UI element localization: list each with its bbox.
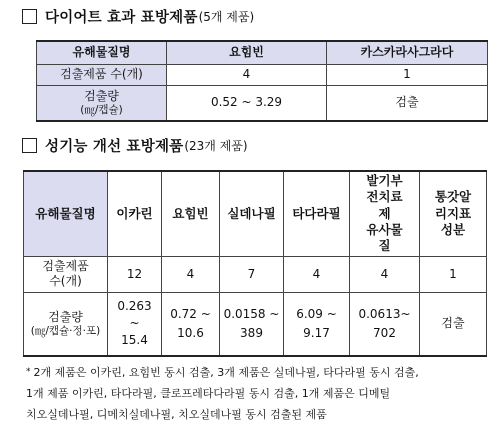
section2-count: (23개 제품) — [184, 139, 248, 153]
table-cell — [162, 292, 220, 356]
header-line: 질 — [378, 238, 391, 254]
checkbox-icon — [22, 138, 37, 153]
value-line: 10.6 — [177, 325, 204, 340]
header-cell: 유해물질명 — [37, 41, 167, 64]
table-cell: 7 — [220, 256, 284, 292]
header-cell — [420, 171, 487, 256]
table-cell — [220, 292, 284, 356]
header-cell: 유해물질명 — [24, 171, 108, 256]
table-cell — [108, 292, 162, 356]
value-line: 702 — [373, 325, 396, 340]
row-label-unit: (㎎/캡슐·정·포) — [30, 324, 101, 337]
value-line: 0.72 ~ — [170, 306, 211, 321]
footnote-line-text: 2개 제품은 이카린, 요힘빈 동시 검출, 3개 제품은 실데나필, 타다라필 동시 검출, — [33, 366, 419, 379]
section1-title — [22, 6, 254, 27]
header-cell: 요힘빈 — [167, 41, 327, 64]
value-line: 15.4 — [121, 333, 148, 348]
value-line: ~ — [129, 316, 140, 331]
diet-products-table — [36, 40, 488, 122]
header-cell: 실데나필 — [220, 171, 284, 256]
header-cell: 카스카라사그라다 — [327, 41, 488, 64]
section1-count: (5개 제품) — [198, 10, 255, 24]
table-header-row — [24, 171, 487, 256]
value-line: 0.263 — [117, 298, 152, 313]
table-row — [24, 256, 487, 292]
header-line: 성분 — [440, 221, 466, 237]
header-line: 통갓알 — [434, 189, 472, 205]
sexual-function-products-table — [23, 170, 487, 357]
table-cell: 0.52 ~ 3.29 — [167, 85, 327, 121]
footnote-line: 1개 제품 이카린, 타다라필, 클로프레타다라필 동시 검출, 1개 제품은 디메틸 — [26, 387, 391, 400]
table-cell: 12 — [108, 256, 162, 292]
value-line: 6.09 ~ — [296, 306, 337, 321]
value-line: 389 — [240, 325, 263, 340]
table-cell: 1 — [420, 256, 487, 292]
header-cell: 이카린 — [108, 171, 162, 256]
value-line: 9.17 — [303, 325, 330, 340]
value-line: 0.0613~ — [358, 306, 411, 321]
header-cell: 요힘빈 — [162, 171, 220, 256]
row-label-line: 검출제품 — [42, 259, 89, 273]
header-cell: 타다라필 — [284, 171, 350, 256]
table-header-row — [37, 41, 488, 64]
row-label — [37, 85, 167, 121]
section2-title-text: 성기능 개선 표방제품 — [45, 139, 184, 155]
header-line: 리지표 — [434, 205, 472, 221]
table-cell: 4 — [167, 64, 327, 85]
footnote-line: 치오실데나필, 디메치실데나필, 치오실데나필 동시 검출된 제품 — [26, 408, 327, 421]
asterisk-icon: * — [26, 367, 31, 377]
row-label — [24, 292, 108, 356]
row-label: 검출제품 수(개) — [37, 64, 167, 85]
table-cell: 1 — [327, 64, 488, 85]
checkbox-icon — [22, 9, 37, 24]
header-line: 전치료 — [366, 189, 403, 205]
table-row — [37, 85, 488, 121]
header-cell — [350, 171, 420, 256]
header-line: 유사물 — [366, 221, 403, 237]
header-line: 제 — [378, 205, 391, 221]
row-label — [24, 256, 108, 292]
table-cell: 4 — [284, 256, 350, 292]
table-cell: 검출 — [420, 292, 487, 356]
table-cell: 검출 — [327, 85, 488, 121]
row-label-line: 검출량 — [84, 88, 119, 103]
footnote — [26, 362, 486, 425]
table-row — [37, 64, 488, 85]
table-cell — [350, 292, 420, 356]
section1-title-text: 다이어트 효과 표방제품 — [45, 10, 198, 26]
row-label-unit: (㎎/캡슐) — [80, 103, 123, 116]
row-label-line: 수(개) — [49, 274, 82, 288]
table-cell: 4 — [162, 256, 220, 292]
row-label-line: 검출량 — [48, 309, 83, 324]
table-cell — [284, 292, 350, 356]
table-row — [24, 292, 487, 356]
section2-title — [22, 135, 248, 156]
value-line: 0.0158 ~ — [223, 306, 280, 321]
footnote-line — [26, 362, 486, 383]
table-cell: 4 — [350, 256, 420, 292]
header-line: 발기부 — [366, 173, 403, 189]
